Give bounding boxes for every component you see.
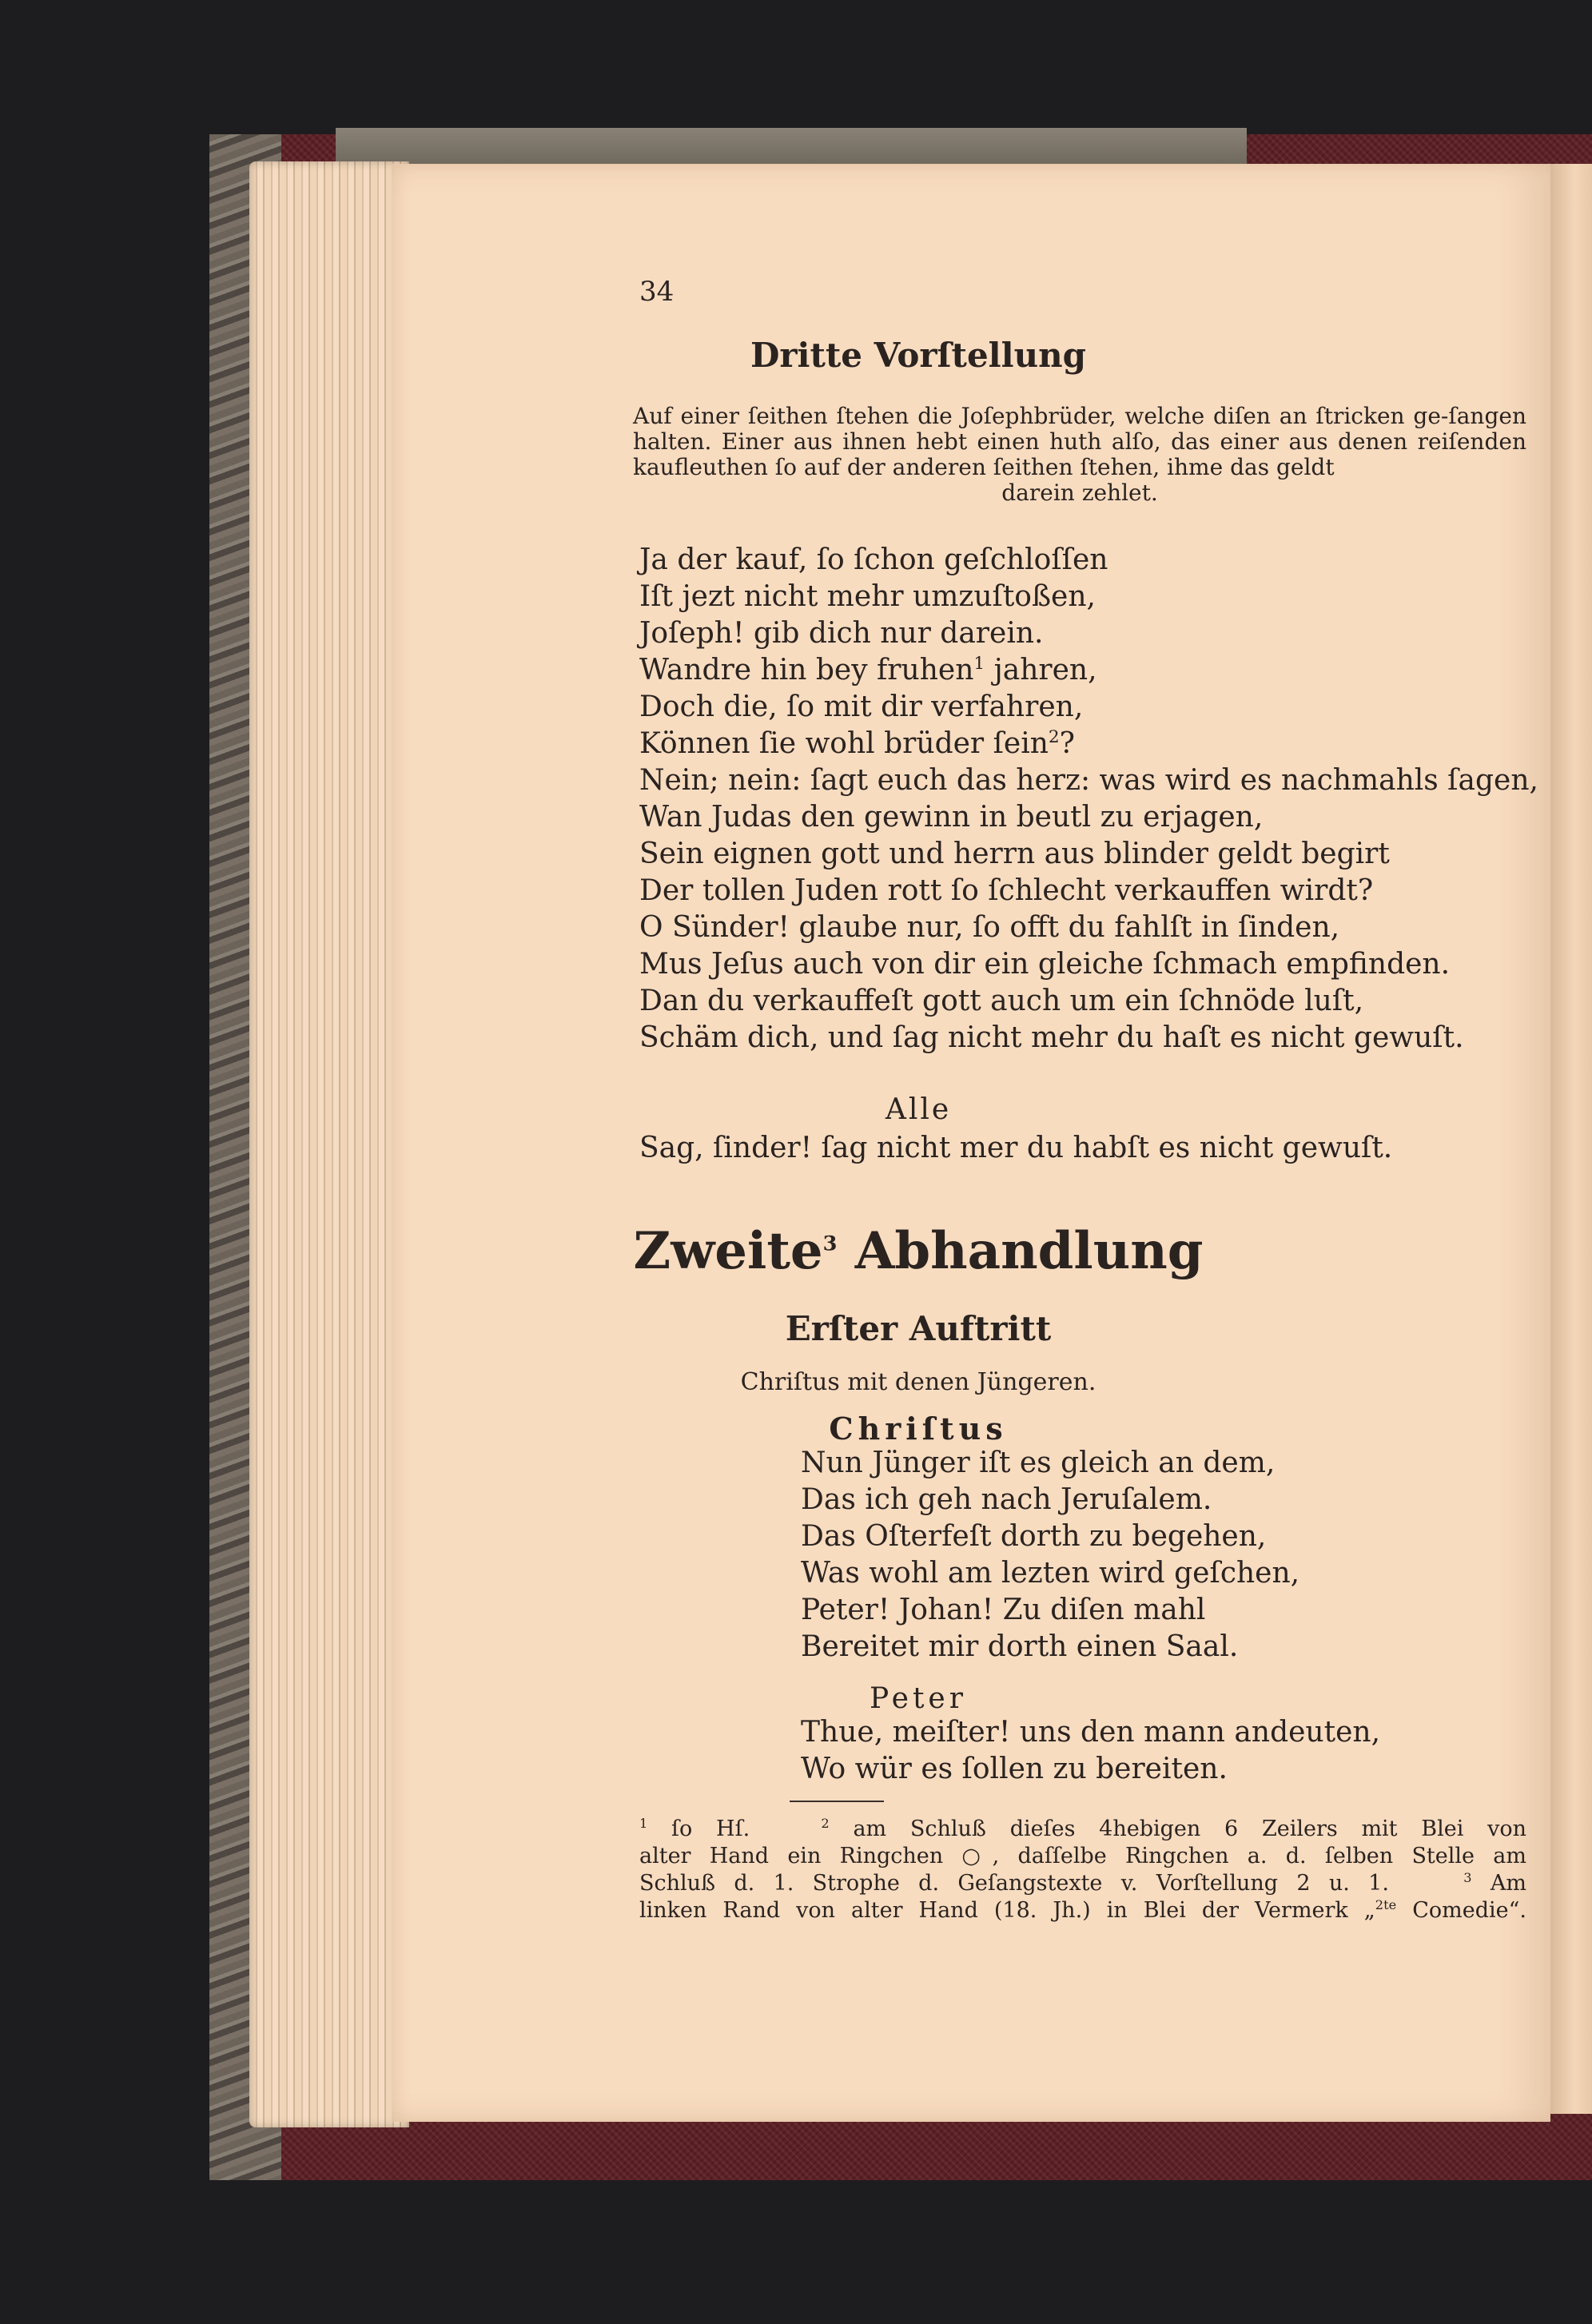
footnote-text: ſo Hſ. — [647, 1817, 750, 1841]
speaker-name-peter: Peter — [870, 1682, 967, 1715]
verse-block — [639, 542, 1538, 1057]
verse-line — [639, 579, 1538, 615]
verse-line — [639, 836, 1538, 873]
verse-line — [639, 946, 1538, 983]
verse-block-alle — [639, 1130, 1392, 1167]
verse-line — [639, 909, 1538, 946]
page-number: 34 — [639, 276, 675, 308]
act-title-word: Zweite — [633, 1221, 823, 1281]
verse-line — [639, 689, 1538, 726]
verse-line — [639, 615, 1538, 652]
verse-text: Wan Judas den gewinn in beutl zu erjagen, — [639, 801, 1264, 834]
footnote-marker: 3 — [1463, 1870, 1472, 1885]
stage-direction-last-line: darein zehlet. — [1001, 480, 1158, 506]
verse-text: Nein; nein: ſagt euch das herz: was wird es nachmahls ſagen, — [639, 764, 1538, 797]
verse-line: Nun Jünger iſt es gleich an dem, — [801, 1447, 1276, 1479]
section-title: Dritte Vorſtellung — [750, 336, 1087, 375]
footnote-rule — [790, 1801, 884, 1802]
footnote-marker: 1 — [639, 1816, 648, 1831]
verse-text: Sein eignen gott und herrn aus blinder geldt begirt — [639, 838, 1390, 870]
footnote-marker: 1 — [973, 654, 985, 674]
act-title — [0, 1221, 1592, 1281]
scene-title: Erſter Auftritt — [785, 1309, 1052, 1348]
verse-text: Joſeph! gib dich nur darein. — [639, 617, 1044, 650]
verse-line — [639, 542, 1538, 579]
verse-text: Iſt jezt nicht mehr umzuſtoßen, — [639, 580, 1096, 613]
verse-line: Sag, ſinder! ſag nicht mer du habſt es nicht gewuſt. — [639, 1132, 1393, 1164]
stage-direction — [633, 404, 1526, 506]
verse-line: Was wohl am lezten wird geſchen, — [801, 1557, 1300, 1590]
scene-direction: Chriſtus mit denen Jüngeren. — [740, 1368, 1096, 1396]
verse-text: Ja der kauf, ſo ſchon geſchloſſen — [639, 543, 1108, 576]
cover-top-edge — [336, 128, 1247, 168]
verse-block-christus — [801, 1445, 1299, 1665]
footnotes — [639, 1816, 1526, 1924]
footnote-text: am Schluß dieſes 4hebigen 6 Zeilers mit Blei von — [829, 1817, 1527, 1841]
verse-line: Wo wür es ſollen zu bereiten. — [801, 1753, 1228, 1785]
footnote-marker: 2 — [821, 1816, 830, 1831]
verse-text-after: jahren, — [985, 654, 1097, 686]
verse-line — [639, 762, 1538, 799]
verse-text: Der tollen Juden rott ſo ſchlecht verkauffen wirdt? — [639, 874, 1374, 907]
footnote-marker: 3 — [822, 1232, 838, 1256]
speaker-name: Alle — [885, 1093, 952, 1126]
verse-line — [639, 799, 1538, 836]
verse-line — [639, 1020, 1538, 1057]
footnote-line — [639, 1870, 1526, 1897]
page-stack-edges — [249, 161, 409, 2127]
verse-line — [639, 726, 1538, 762]
act-title-rest: Abhandlung — [837, 1221, 1204, 1281]
verse-block-peter — [801, 1714, 1380, 1788]
verse-text-after: ? — [1059, 727, 1075, 760]
verse-line: Das Oſterfeſt dorth zu begehen, — [801, 1520, 1267, 1553]
stage-direction-text: Auf einer ſeithen ſtehen die Joſephbrüder, welche diſen an ſtricken ge-ſangen halten. Einer aus ihnen hebt einen huth alſo, das einer aus denen reiſenden kaufleuthen ſo auf der anderen ſeithen ſtehen, ihme das geldt — [633, 403, 1526, 480]
verse-text: Schäm dich, und ſag nicht mehr du haſt es nicht gewuſt. — [639, 1021, 1464, 1054]
footnote-marker: 2 — [1048, 727, 1060, 747]
verse-text: Dan du verkauffeſt gott auch um ein ſchnöde luſt, — [639, 985, 1364, 1017]
verse-text: O Sünder! glaube nur, ſo offt du fahlſt in ſinden, — [639, 911, 1340, 944]
verse-line — [639, 983, 1538, 1020]
verse-line — [639, 652, 1538, 689]
verse-text: Doch die, ſo mit dir verfahren, — [639, 690, 1084, 723]
footnote-line — [639, 1897, 1526, 1924]
verse-line: Thue, meiſter! uns den mann andeuten, — [801, 1716, 1381, 1749]
verse-text: Können ſie wohl brüder ſein — [639, 727, 1049, 760]
footnote-text: Comedie“. — [1396, 1898, 1526, 1923]
verse-text: Wandre hin bey fruhen — [639, 654, 974, 686]
verse-line: Das ich geh nach Jeruſalem. — [801, 1483, 1212, 1516]
verse-line: Bereitet mir dorth einen Saal. — [801, 1630, 1239, 1663]
footnote-line: alter Hand ein Ringchen ○, daſſelbe Ringchen a. d. ſelben Stelle am — [639, 1844, 1526, 1868]
footnote-marker: 2te — [1375, 1897, 1397, 1912]
verse-line: Peter! Johan! Zu diſen mahl — [801, 1594, 1206, 1626]
verse-text: Mus Jeſus auch von dir ein gleiche ſchmach empfinden. — [639, 948, 1451, 981]
footnote-line — [639, 1816, 1526, 1843]
footnote-text: Schluß d. 1. Strophe d. Geſangstexte v. Vorſtellung 2 u. 1. — [639, 1871, 1389, 1896]
footnote-text: Am — [1471, 1871, 1526, 1896]
next-page-edge — [1549, 164, 1592, 2114]
footnote-text: linken Rand von alter Hand (18. Jh.) in Blei der Vermerk „ — [639, 1898, 1375, 1923]
speaker-name-christus: Chriſtus — [829, 1411, 1008, 1447]
verse-line — [639, 873, 1538, 909]
